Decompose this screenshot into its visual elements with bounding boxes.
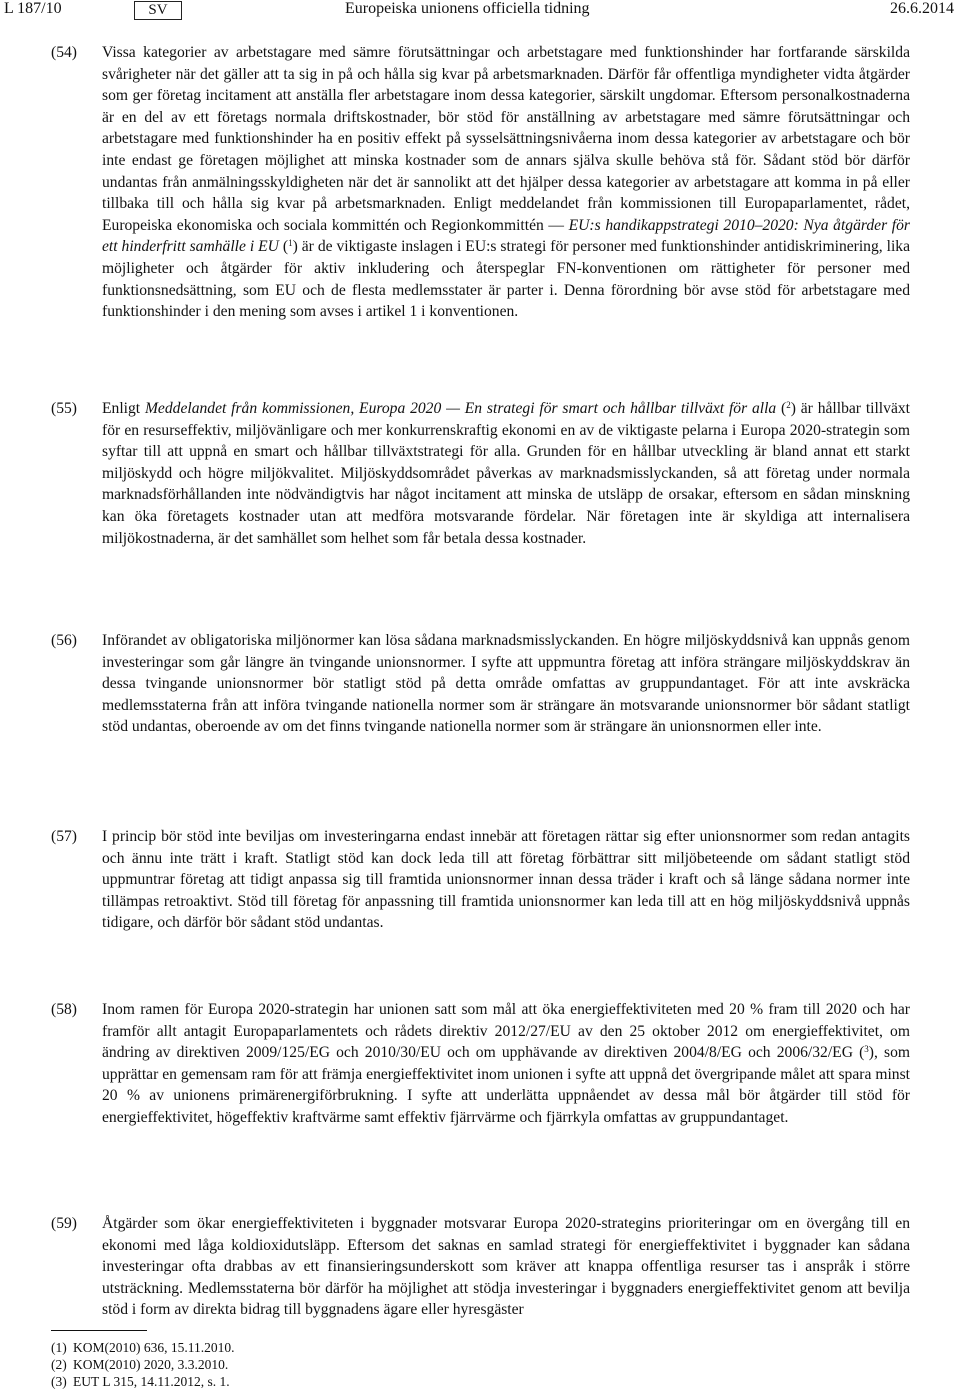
recital-text — [102, 42, 910, 323]
page-reference: L 187/10 — [4, 0, 62, 17]
recital-number: (57) — [51, 828, 77, 845]
footnote-2 — [51, 1356, 228, 1373]
recital-number: (58) — [51, 1001, 77, 1018]
text-segment: ) är hållbar tillväxt för en resurseffektiv, miljövänligare och mer konkurrenskraftig ekonomi en av de viktigaste pelarna i Europa 2020-strategin som syftar till att uppnå en smart och hållbar tillväxtstrategi för alla. Grunden för en hållbar utveckling är bland annat ett starkt miljöskydd och högre miljökvalitet. Miljöskyddsområdet påverkas av marknadsmisslyckanden, så att företag under normala marknadsförhållanden inte nödvändigtvis har något incitament att minska de utsläpp de orsakar, eftersom en sådan minskning kan öka företagets kostnader utan att medföra motsvarande fördelar. När företagen inte är skyldiga att internalisera miljökostnaderna, är det samhället som helhet som får betala dessa kostnader. — [102, 400, 910, 547]
footnote-ref: 3 — [864, 1044, 869, 1055]
italic-title: EU:s handikappstrategi 2010–2020: Nya åtgärder för ett hinderfritt samhälle i EU — [102, 216, 910, 256]
recital-number: (54) — [51, 44, 77, 61]
footnote-text: KOM(2010) 636, 15.11.2010. — [73, 1340, 235, 1355]
recital-text — [102, 630, 910, 738]
text-segment: I princip bör stöd inte beviljas om investeringarna endast innebär att företagen rättar sig efter unionsnormer som redan antagits och ännu inte trätt i kraft. Statligt stöd kan dock leda till att företag förbättrar sitt miljöbeteende om sådant statligt stöd uppmuntrar företag att tidigt anpassa sig till framtida unionsnormer innan dessa träder i kraft och så länge sådana normer inte tillämpas retroaktivt. Stöd till företag för anpassning till framtida unionsnormer kan leda till att en hög miljöskyddsnivå uppnås tidigare, och därför bör sådant stöd undantas. — [102, 828, 910, 932]
language-badge: SV — [134, 1, 182, 20]
footnote-3 — [51, 1373, 230, 1390]
text-segment: Införandet av obligatoriska miljönormer kan lösa sådana marknadsmisslyckanden. En högre miljöskyddsnivå kan uppnås genom investeringar som går längre än tvingande unionsnormer. I syfte att uppmuntra företag att införa strängare miljöskyddskrav än dessa tvingande unionsnormer bör statligt stöd på detta område omfattas av gruppundantaget. För att inte avskräcka medlemsstaterna från att införa tvingande nationella normer som är strängare än motsvarande unionsnormer bör sådant statligt stöd undantas, oberoende av om det finns tvingande nationella normer som är strängare än unionsnormen eller inte. — [102, 632, 910, 736]
text-segment: ) är de viktigaste inslagen i EU:s strategi för personer med funktionshinder antidiskriminering, lika möjligheter och åtgärder för aktiv inkludering och återspeglar FN-konventionen om rättigheter för personer med funktionsnedsättning, som EU och de flesta medlemsstater är parter i. Denna förordning bör avse stöd för arbetstagare med funktionshinder i den mening som avses i artikel 1 i konventionen. — [102, 238, 911, 321]
text-segment: ( — [776, 400, 787, 417]
footnote-ref: 2 — [786, 400, 791, 410]
footnote-text: KOM(2010) 2020, 3.3.2010. — [73, 1357, 229, 1372]
footnote-number: (2) — [51, 1357, 67, 1372]
recital-number: (55) — [51, 400, 77, 417]
text-segment: Åtgärder som ökar energieffektiviteten i byggnader motsvarar Europa 2020-strategins prioriteringar om en övergång till en ekonomi med låga koldioxidutsläpp. Eftersom det saknas en samlad strategi för energieffektivitet i byggnader kan sådana investeringar ofta drabbas av ett finansieringsunderskott som kräver att knappa offentliga resurser tas i anspråk i större utsträckning. Medlemsstaterna bör därför ha möjlighet att stödja investeringar i byggnaders energieffektivitet genom att bevilja stöd i form av direkta bidrag till byggnadens ägare eller hyresgäster — [102, 1215, 910, 1319]
footnote-number: (3) — [51, 1374, 67, 1389]
footnote-number: (1) — [51, 1340, 67, 1355]
text-segment: Enligt — [102, 400, 145, 417]
text-segment: ( — [278, 238, 289, 256]
recital-text — [102, 398, 910, 549]
text-segment: Inom ramen för Europa 2020-strategin har unionen satt som mål att öka energieffektiviteten med 20 % fram till 2020 och har framför allt antagit Europaparlamentets och rådets direktiv 2012/27/EU av den 25 oktober 2012 om energieffektivitet, om ändring av direktiven 2009/125/EG och 2010/30/EU och om upphävande av direktiven 2004/8/EG och 2006/32/EG ( — [102, 1001, 910, 1062]
text-segment: ), som upprättar en gemensam ram för att främja energieffektivitet inom unionen i syfte att uppnå det övergripande målet att spara minst 20 % av unionens primärenergiförbrukning. I syfte att underlätta uppnåendet av dessa mål bör åtgärder till stöd för energieffektivitet, högeffektiv kraftvärme samt effektiv fjärrvärme och fjärrkyla omfattas av gruppundantaget. — [102, 1044, 910, 1126]
recital-text — [102, 1213, 910, 1321]
recital-text — [102, 826, 910, 934]
footnote-ref: 1 — [288, 238, 293, 249]
recital-number: (56) — [51, 632, 77, 649]
recital-number: (59) — [51, 1215, 77, 1232]
footnote-text: EUT L 315, 14.11.2012, s. 1. — [73, 1374, 230, 1389]
footnote-1 — [51, 1339, 235, 1356]
footnote-divider — [51, 1330, 147, 1331]
publication-date: 26.6.2014 — [890, 0, 954, 17]
text-segment: Vissa kategorier av arbetstagare med sämre förutsättningar och arbetstagare med funktionshinder har fortfarande särskilda svårigheter när det gäller att ta sig in på och hålla sig kvar på arbetsmarknaden. Därför får offentliga myndigheter vidta åtgärder som ger företag incitament att anställa fler arbetstagare inom dessa kategorier, särskilt ungdomar. Eftersom personalkostnaderna är en del av ett företags normala driftskostnader, bör stöd för anställning av arbetstagare med sämre förutsättningar och arbetstagare med funktionshinder ha en positiv effekt på sysselsättningsnivåerna inom dessa kategorier av arbetstagare och bör inte endast ge företagen möjlighet att minska kostnader som de annars själva skulle behöva stå för. Sådant stöd bör därför undantas från anmälningsskyldigheten när det är sannolikt att det hjälper dessa kategorier av arbetstagare att komma in på eller tillbaka till och hålla sig kvar på arbetsmarknaden. Enligt meddelandet från kommissionen till Europaparlamentet, rådet, Europeiska ekonomiska och sociala kommittén och Regionkommittén — — [102, 44, 910, 234]
recital-text — [102, 999, 910, 1129]
page-header — [0, 0, 960, 22]
italic-title: Meddelandet från kommissionen, Europa 2020 — En strategi för smart och hållbar tillväxt för alla — [144, 400, 777, 417]
journal-title: Europeiska unionens officiella tidning — [345, 0, 590, 17]
